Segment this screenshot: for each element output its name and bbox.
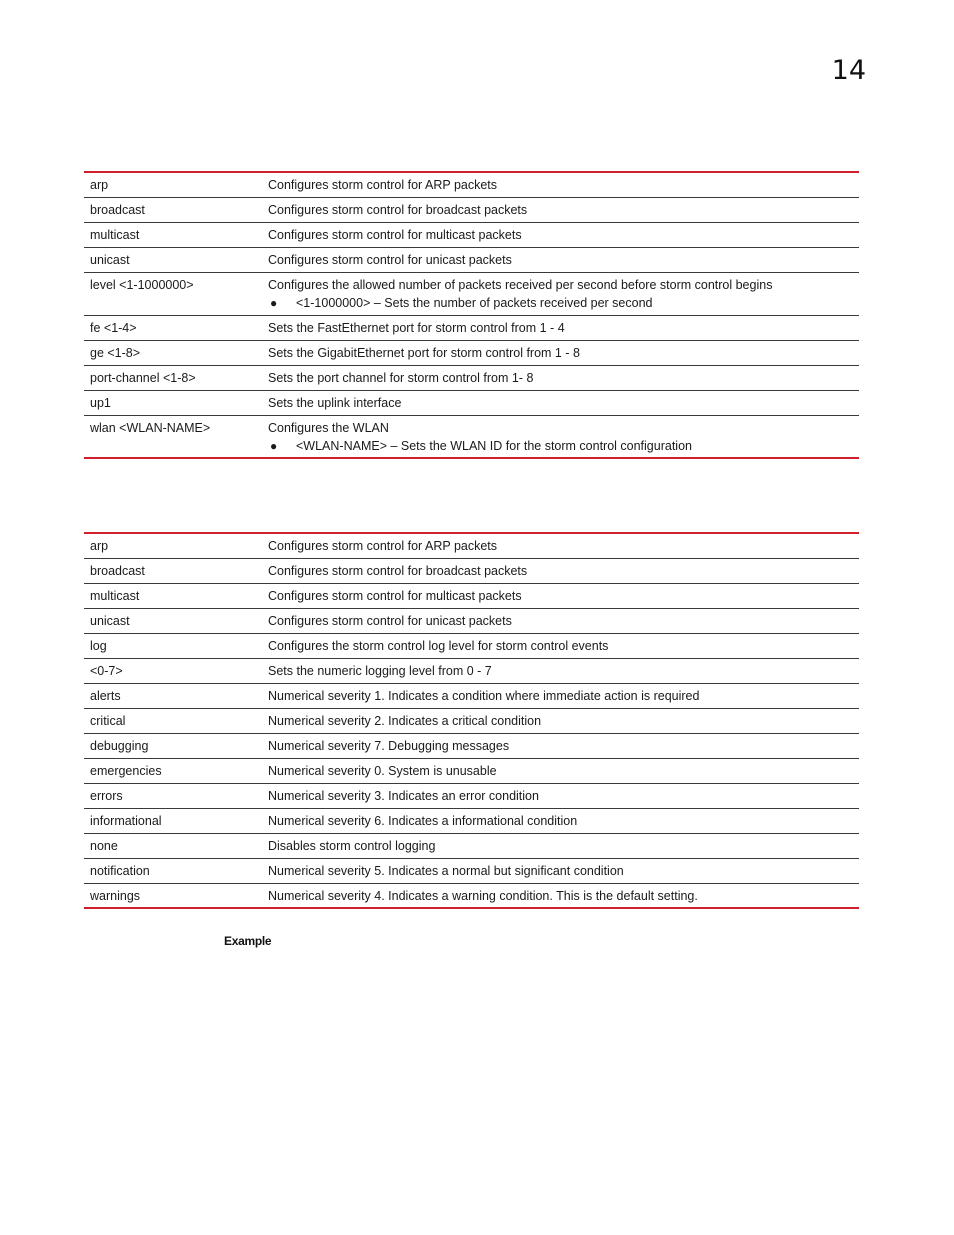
- param-description: Sets the FastEthernet port for storm control from 1 - 4: [262, 315, 859, 340]
- param-name: ge <1-8>: [84, 340, 262, 365]
- table-row: [84, 633, 859, 658]
- bullet-text: <WLAN-NAME> – Sets the WLAN ID for the storm control configuration: [296, 438, 692, 453]
- param-description: Configures storm control for multicast packets: [262, 583, 859, 608]
- table-row: [84, 683, 859, 708]
- param-name: critical: [84, 708, 262, 733]
- param-description: Numerical severity 4. Indicates a warning condition. This is the default setting.: [262, 883, 859, 908]
- table-row: [84, 808, 859, 833]
- param-description: Configures the storm control log level for storm control events: [262, 633, 859, 658]
- param-description: Numerical severity 1. Indicates a condition where immediate action is required: [262, 683, 859, 708]
- table-row: [84, 172, 859, 197]
- bullet-item: [268, 437, 853, 455]
- bullet-icon: ●: [270, 295, 278, 310]
- table-row: [84, 272, 859, 315]
- param-description: Numerical severity 6. Indicates a informational condition: [262, 808, 859, 833]
- param-description: Numerical severity 0. System is unusable: [262, 758, 859, 783]
- param-description: Numerical severity 2. Indicates a critical condition: [262, 708, 859, 733]
- table-row: [84, 708, 859, 733]
- param-description: Configures storm control for unicast packets: [262, 608, 859, 633]
- table-row: [84, 658, 859, 683]
- table-row: [84, 247, 859, 272]
- param-description: Sets the port channel for storm control from 1- 8: [262, 365, 859, 390]
- table-row: [84, 315, 859, 340]
- param-description-cell: [262, 415, 859, 458]
- param-description: Configures the WLAN: [268, 420, 389, 435]
- param-name: port-channel <1-8>: [84, 365, 262, 390]
- table-row: [84, 558, 859, 583]
- param-name: debugging: [84, 733, 262, 758]
- param-name: level <1-1000000>: [84, 272, 262, 315]
- table-row: [84, 833, 859, 858]
- bullet-text: <1-1000000> – Sets the number of packets received per second: [296, 295, 653, 310]
- example-heading: Example: [224, 934, 272, 948]
- chapter-number: 14: [831, 55, 866, 86]
- table-row: [84, 733, 859, 758]
- param-name: fe <1-4>: [84, 315, 262, 340]
- param-name: alerts: [84, 683, 262, 708]
- param-name: none: [84, 833, 262, 858]
- param-description: Numerical severity 5. Indicates a normal but significant condition: [262, 858, 859, 883]
- table-row: [84, 222, 859, 247]
- param-description: Sets the uplink interface: [262, 390, 859, 415]
- storm-control-logging-table: [84, 532, 859, 909]
- bullet-item: [268, 294, 853, 312]
- param-name: informational: [84, 808, 262, 833]
- table-row: [84, 858, 859, 883]
- param-description: Configures storm control for ARP packets: [262, 172, 859, 197]
- param-name: <0-7>: [84, 658, 262, 683]
- param-name: errors: [84, 783, 262, 808]
- param-name: multicast: [84, 222, 262, 247]
- table-row: [84, 340, 859, 365]
- param-description: Configures storm control for broadcast packets: [262, 558, 859, 583]
- table-row: [84, 415, 859, 458]
- param-description: Configures storm control for unicast packets: [262, 247, 859, 272]
- param-description: Configures storm control for ARP packets: [262, 533, 859, 558]
- param-name: log: [84, 633, 262, 658]
- storm-control-parameters-table: [84, 171, 859, 459]
- bullet-icon: ●: [270, 438, 278, 453]
- param-name: arp: [84, 533, 262, 558]
- table-row: [84, 883, 859, 908]
- param-description-cell: [262, 272, 859, 315]
- param-name: notification: [84, 858, 262, 883]
- param-description: Sets the numeric logging level from 0 - 7: [262, 658, 859, 683]
- table-row: [84, 365, 859, 390]
- param-name: arp: [84, 172, 262, 197]
- param-name: broadcast: [84, 558, 262, 583]
- param-description: Configures storm control for broadcast packets: [262, 197, 859, 222]
- table-row: [84, 783, 859, 808]
- table-row: [84, 608, 859, 633]
- param-description: Sets the GigabitEthernet port for storm control from 1 - 8: [262, 340, 859, 365]
- table-row: [84, 390, 859, 415]
- param-name: wlan <WLAN-NAME>: [84, 415, 262, 458]
- table-row: [84, 197, 859, 222]
- param-description: Configures the allowed number of packets received per second before storm control begins: [268, 277, 773, 292]
- param-description: Disables storm control logging: [262, 833, 859, 858]
- param-description: Numerical severity 3. Indicates an error condition: [262, 783, 859, 808]
- param-name: up1: [84, 390, 262, 415]
- param-name: unicast: [84, 608, 262, 633]
- table-row: [84, 533, 859, 558]
- param-description: Configures storm control for multicast packets: [262, 222, 859, 247]
- param-name: emergencies: [84, 758, 262, 783]
- param-name: multicast: [84, 583, 262, 608]
- param-description: Numerical severity 7. Debugging messages: [262, 733, 859, 758]
- param-name: warnings: [84, 883, 262, 908]
- param-name: unicast: [84, 247, 262, 272]
- table-row: [84, 583, 859, 608]
- param-name: broadcast: [84, 197, 262, 222]
- table-row: [84, 758, 859, 783]
